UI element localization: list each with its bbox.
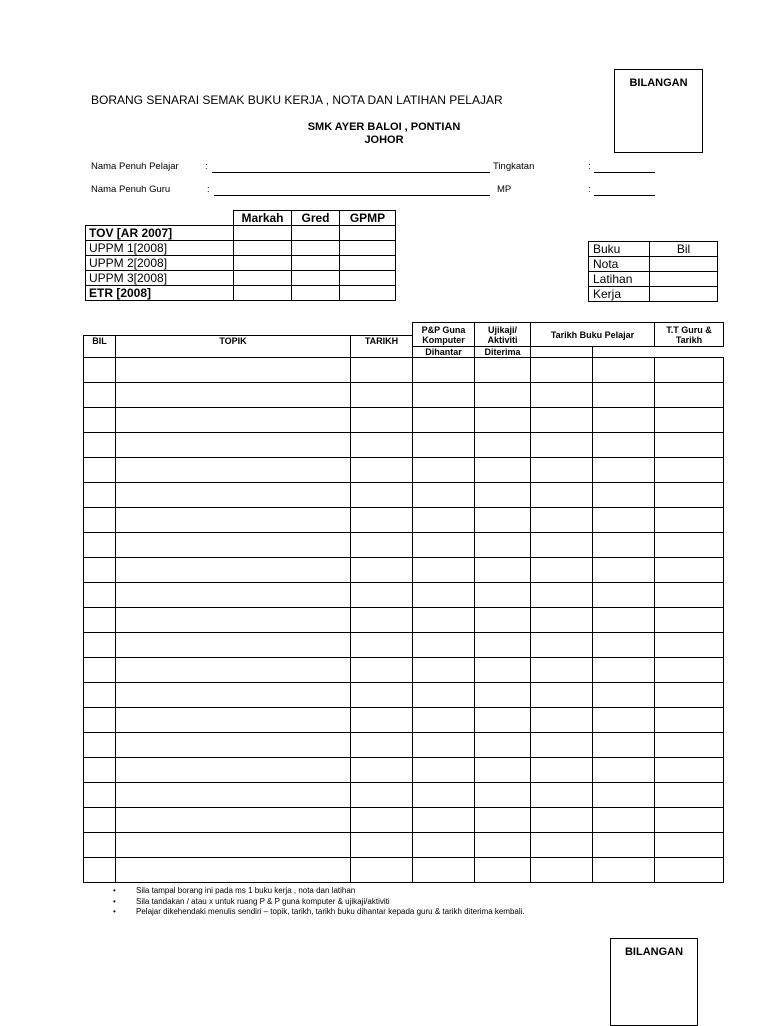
score-cell[interactable]: [340, 286, 396, 301]
pp-komputer-cell[interactable]: [413, 533, 475, 558]
ujikaji-cell[interactable]: [475, 458, 531, 483]
topik-cell[interactable]: [116, 733, 351, 758]
dihantar-cell[interactable]: [531, 433, 593, 458]
score-cell[interactable]: [292, 256, 340, 271]
bil-count-label: Nota: [589, 257, 650, 272]
ujikaji-cell[interactable]: [475, 808, 531, 833]
tt-guru-cell[interactable]: [655, 558, 724, 583]
student-name-colon: :: [205, 161, 208, 172]
bil-cell[interactable]: [84, 633, 116, 658]
pp-komputer-cell[interactable]: [413, 433, 475, 458]
dihantar-cell[interactable]: [531, 783, 593, 808]
table-row: [84, 808, 724, 833]
table-row: [84, 358, 724, 383]
ujikaji-cell[interactable]: [475, 558, 531, 583]
header-diterima: Diterima: [475, 347, 531, 358]
score-row-label: TOV [AR 2007]: [86, 226, 234, 241]
topik-cell[interactable]: [116, 658, 351, 683]
ujikaji-cell[interactable]: [475, 733, 531, 758]
tt-guru-cell[interactable]: [655, 733, 724, 758]
note-item: • Pelajar dikehendaki menulis sendiri – topik, tarikh, tarikh buku dihantar kepada guru & tarikh diterima kembali.: [113, 907, 525, 916]
bil-count-cell[interactable]: [650, 287, 718, 302]
diterima-cell[interactable]: [593, 483, 655, 508]
ujikaji-cell[interactable]: [475, 833, 531, 858]
table-row: [84, 458, 724, 483]
score-row: [86, 286, 396, 301]
ujikaji-cell[interactable]: [475, 858, 531, 883]
header-topik: TOPIK: [116, 336, 351, 358]
tarikh-cell[interactable]: [351, 383, 413, 408]
topik-cell[interactable]: [116, 433, 351, 458]
school-name: [284, 121, 484, 147]
pp-komputer-cell[interactable]: [413, 633, 475, 658]
ujikaji-cell[interactable]: [475, 433, 531, 458]
ujikaji-cell[interactable]: [475, 758, 531, 783]
bullet-icon: •: [113, 907, 116, 916]
topik-cell[interactable]: [116, 558, 351, 583]
table-row: [84, 858, 724, 883]
header-dihantar: Dihantar: [413, 347, 475, 358]
score-cell[interactable]: [234, 256, 292, 271]
table-row: [84, 783, 724, 808]
dihantar-cell[interactable]: [531, 733, 593, 758]
bil-count-label: Buku: [589, 242, 650, 257]
tarikh-cell[interactable]: [351, 608, 413, 633]
ujikaji-cell[interactable]: [475, 783, 531, 808]
dihantar-cell[interactable]: [531, 508, 593, 533]
table-row: [84, 608, 724, 633]
bil-count-row: [589, 272, 718, 287]
diterima-cell[interactable]: [593, 833, 655, 858]
tarikh-cell[interactable]: [351, 758, 413, 783]
topik-cell[interactable]: [116, 708, 351, 733]
tt-guru-cell[interactable]: [655, 658, 724, 683]
tarikh-cell[interactable]: [351, 433, 413, 458]
score-row-label: UPPM 3[2008]: [86, 271, 234, 286]
tt-guru-cell[interactable]: [655, 533, 724, 558]
tarikh-cell[interactable]: [351, 858, 413, 883]
bil-count-label: Kerja: [589, 287, 650, 302]
pp-komputer-cell[interactable]: [413, 658, 475, 683]
dihantar-cell[interactable]: [531, 758, 593, 783]
tt-guru-cell[interactable]: [655, 808, 724, 833]
header-tt-guru-tarikh: T.T Guru & Tarikh: [655, 323, 724, 347]
bil-cell[interactable]: [84, 683, 116, 708]
tingkatan-label: Tingkatan: [493, 161, 535, 172]
dihantar-cell[interactable]: [531, 708, 593, 733]
bil-cell[interactable]: [84, 733, 116, 758]
table-row: [84, 658, 724, 683]
tt-guru-cell[interactable]: [655, 408, 724, 433]
score-cell[interactable]: [292, 271, 340, 286]
diterima-cell[interactable]: [593, 783, 655, 808]
mp-field[interactable]: [594, 195, 655, 196]
dihantar-cell[interactable]: [531, 483, 593, 508]
bil-cell[interactable]: [84, 558, 116, 583]
school-line-1: SMK AYER BALOI , PONTIAN: [307, 121, 461, 133]
header-tarikh-buku-pelajar: Tarikh Buku Pelajar: [531, 323, 655, 347]
ujikaji-cell[interactable]: [475, 408, 531, 433]
tt-guru-cell[interactable]: [655, 683, 724, 708]
tt-guru-cell[interactable]: [655, 358, 724, 383]
bil-cell[interactable]: [84, 708, 116, 733]
instruction-notes: [113, 886, 525, 918]
bil-count-label: Latihan: [589, 272, 650, 287]
ujikaji-cell[interactable]: [475, 608, 531, 633]
table-row: [84, 483, 724, 508]
dihantar-cell[interactable]: [531, 858, 593, 883]
score-cell[interactable]: [292, 286, 340, 301]
bil-cell[interactable]: [84, 433, 116, 458]
dihantar-cell[interactable]: [531, 833, 593, 858]
student-name-field[interactable]: [212, 172, 490, 173]
pp-komputer-cell[interactable]: [413, 383, 475, 408]
header-pp-guna-komputer: P&P Guna Komputer: [413, 323, 475, 347]
score-cell[interactable]: [340, 271, 396, 286]
bil-cell[interactable]: [84, 358, 116, 383]
tt-guru-cell[interactable]: [655, 858, 724, 883]
diterima-cell[interactable]: [593, 383, 655, 408]
tt-guru-cell[interactable]: [655, 483, 724, 508]
header-bil: BIL: [84, 336, 116, 358]
topik-cell[interactable]: [116, 608, 351, 633]
tarikh-cell[interactable]: [351, 508, 413, 533]
topik-cell[interactable]: [116, 633, 351, 658]
teacher-name-colon: :: [207, 184, 210, 195]
pp-komputer-cell[interactable]: [413, 833, 475, 858]
pp-komputer-cell[interactable]: [413, 358, 475, 383]
note-item: • Sila tampal borang ini pada ms 1 buku kerja , nota dan latihan: [113, 886, 356, 895]
diterima-cell[interactable]: [593, 408, 655, 433]
table-row: [84, 708, 724, 733]
mp-colon: :: [588, 184, 591, 195]
score-cell[interactable]: [234, 241, 292, 256]
score-row: [86, 241, 396, 256]
table-row: [84, 633, 724, 658]
topik-cell[interactable]: [116, 833, 351, 858]
bil-cell[interactable]: [84, 583, 116, 608]
topik-cell[interactable]: [116, 383, 351, 408]
ujikaji-cell[interactable]: [475, 533, 531, 558]
diterima-cell[interactable]: [593, 533, 655, 558]
bilangan-box-bottom: [610, 938, 698, 1026]
table-row: [84, 733, 724, 758]
tarikh-cell[interactable]: [351, 558, 413, 583]
pp-komputer-cell[interactable]: [413, 558, 475, 583]
tarikh-cell[interactable]: [351, 358, 413, 383]
table-row: [84, 683, 724, 708]
dihantar-cell[interactable]: [531, 458, 593, 483]
table-row: [84, 558, 724, 583]
topik-cell[interactable]: [116, 583, 351, 608]
pp-komputer-cell[interactable]: [413, 858, 475, 883]
topik-cell[interactable]: [116, 683, 351, 708]
bil-cell[interactable]: [84, 408, 116, 433]
tarikh-cell[interactable]: [351, 833, 413, 858]
score-cell[interactable]: [292, 241, 340, 256]
ujikaji-cell[interactable]: [475, 483, 531, 508]
bil-cell[interactable]: [84, 658, 116, 683]
tt-guru-cell[interactable]: [655, 583, 724, 608]
pp-komputer-cell[interactable]: [413, 708, 475, 733]
tarikh-cell[interactable]: [351, 658, 413, 683]
diterima-cell[interactable]: [593, 508, 655, 533]
header-ujikaji-aktiviti: Ujikaji/ Aktiviti: [475, 323, 531, 347]
topik-cell[interactable]: [116, 808, 351, 833]
bil-count-cell[interactable]: [650, 272, 718, 287]
score-table: [85, 210, 396, 301]
dihantar-cell[interactable]: [531, 683, 593, 708]
bil-cell[interactable]: [84, 383, 116, 408]
dihantar-cell[interactable]: [531, 658, 593, 683]
bilangan-box-top: [614, 69, 703, 153]
bullet-icon: •: [113, 886, 116, 895]
ujikaji-cell[interactable]: [475, 658, 531, 683]
pp-komputer-cell[interactable]: [413, 683, 475, 708]
pp-komputer-cell[interactable]: [413, 458, 475, 483]
diterima-cell[interactable]: [593, 558, 655, 583]
dihantar-cell[interactable]: [531, 533, 593, 558]
bil-count-row: [589, 287, 718, 302]
bil-count-row: [589, 257, 718, 272]
bil-count-header: Bil: [650, 242, 718, 257]
topic-checklist-table: [83, 322, 724, 883]
header-row-upper: [84, 323, 724, 336]
diterima-cell[interactable]: [593, 733, 655, 758]
tarikh-cell[interactable]: [351, 708, 413, 733]
note-item: • Sila tandakan / atau x untuk ruang P & P guna komputer & ujikaji/aktiviti: [113, 896, 390, 906]
score-row-label: ETR [2008]: [86, 286, 234, 301]
pp-komputer-cell[interactable]: [413, 733, 475, 758]
score-header-gpmp: GPMP: [340, 211, 396, 226]
table-row: [84, 508, 724, 533]
diterima-cell[interactable]: [593, 808, 655, 833]
score-header-markah: Markah: [234, 211, 292, 226]
topik-cell[interactable]: [116, 758, 351, 783]
score-header-row: [86, 211, 396, 226]
school-line-2: JOHOR: [364, 134, 404, 146]
topik-cell[interactable]: [116, 483, 351, 508]
score-cell[interactable]: [340, 256, 396, 271]
bil-cell[interactable]: [84, 808, 116, 833]
score-cell[interactable]: [340, 226, 396, 241]
bil-cell[interactable]: [84, 858, 116, 883]
tt-guru-cell[interactable]: [655, 708, 724, 733]
pp-komputer-cell[interactable]: [413, 408, 475, 433]
score-cell[interactable]: [234, 286, 292, 301]
dihantar-cell[interactable]: [531, 608, 593, 633]
table-row: [84, 383, 724, 408]
score-row-label: UPPM 1[2008]: [86, 241, 234, 256]
diterima-cell[interactable]: [593, 583, 655, 608]
topik-cell[interactable]: [116, 783, 351, 808]
diterima-cell[interactable]: [593, 358, 655, 383]
dihantar-cell[interactable]: [531, 408, 593, 433]
bilangan-label-top: BILANGAN: [629, 77, 688, 89]
tarikh-cell[interactable]: [351, 808, 413, 833]
teacher-name-field[interactable]: [214, 195, 490, 196]
tarikh-cell[interactable]: [351, 483, 413, 508]
diterima-cell[interactable]: [593, 658, 655, 683]
dihantar-cell[interactable]: [531, 558, 593, 583]
tt-guru-cell[interactable]: [655, 783, 724, 808]
diterima-cell[interactable]: [593, 608, 655, 633]
tarikh-cell[interactable]: [351, 408, 413, 433]
diterima-cell[interactable]: [593, 433, 655, 458]
tt-guru-cell[interactable]: [655, 433, 724, 458]
table-row: [84, 758, 724, 783]
score-row: [86, 271, 396, 286]
score-cell[interactable]: [234, 271, 292, 286]
bil-count-row: [589, 242, 718, 257]
tt-guru-cell[interactable]: [655, 833, 724, 858]
ujikaji-cell[interactable]: [475, 633, 531, 658]
topik-cell[interactable]: [116, 858, 351, 883]
bil-cell[interactable]: [84, 758, 116, 783]
topik-cell[interactable]: [116, 533, 351, 558]
tarikh-cell[interactable]: [351, 583, 413, 608]
topik-cell[interactable]: [116, 508, 351, 533]
pp-komputer-cell[interactable]: [413, 483, 475, 508]
tt-guru-cell[interactable]: [655, 458, 724, 483]
ujikaji-cell[interactable]: [475, 508, 531, 533]
diterima-cell[interactable]: [593, 708, 655, 733]
bil-cell[interactable]: [84, 608, 116, 633]
tt-guru-cell[interactable]: [655, 608, 724, 633]
dihantar-cell[interactable]: [531, 633, 593, 658]
tt-guru-cell[interactable]: [655, 633, 724, 658]
dihantar-cell[interactable]: [531, 583, 593, 608]
bilangan-label-bottom: BILANGAN: [624, 946, 684, 958]
tarikh-cell[interactable]: [351, 458, 413, 483]
dihantar-cell[interactable]: [531, 808, 593, 833]
pp-komputer-cell[interactable]: [413, 808, 475, 833]
ujikaji-cell[interactable]: [475, 383, 531, 408]
table-row: [84, 533, 724, 558]
ujikaji-cell[interactable]: [475, 583, 531, 608]
tt-guru-cell[interactable]: [655, 383, 724, 408]
score-cell[interactable]: [340, 241, 396, 256]
bullet-icon: •: [113, 896, 116, 906]
bil-cell[interactable]: [84, 508, 116, 533]
topik-cell[interactable]: [116, 408, 351, 433]
pp-komputer-cell[interactable]: [413, 583, 475, 608]
score-row: [86, 226, 396, 241]
pp-komputer-cell[interactable]: [413, 608, 475, 633]
pp-komputer-cell[interactable]: [413, 758, 475, 783]
bil-cell[interactable]: [84, 483, 116, 508]
bil-cell[interactable]: [84, 783, 116, 808]
dihantar-cell[interactable]: [531, 383, 593, 408]
ujikaji-cell[interactable]: [475, 683, 531, 708]
diterima-cell[interactable]: [593, 458, 655, 483]
ujikaji-cell[interactable]: [475, 708, 531, 733]
score-row: [86, 256, 396, 271]
bil-count-cell[interactable]: [650, 257, 718, 272]
bil-cell[interactable]: [84, 533, 116, 558]
ujikaji-cell[interactable]: [475, 358, 531, 383]
score-cell[interactable]: [234, 226, 292, 241]
table-row: [84, 833, 724, 858]
student-name-label: Nama Penuh Pelajar: [91, 161, 179, 172]
header-tarikh: TARIKH: [351, 336, 413, 358]
topik-cell[interactable]: [116, 358, 351, 383]
tarikh-cell[interactable]: [351, 683, 413, 708]
dihantar-cell[interactable]: [531, 358, 593, 383]
tarikh-cell[interactable]: [351, 783, 413, 808]
score-row-label: UPPM 2[2008]: [86, 256, 234, 271]
form-title: BORANG SENARAI SEMAK BUKU KERJA , NOTA DAN LATIHAN PELAJAR: [91, 93, 503, 107]
tt-guru-cell[interactable]: [655, 508, 724, 533]
tarikh-cell[interactable]: [351, 533, 413, 558]
pp-komputer-cell[interactable]: [413, 783, 475, 808]
tingkatan-field[interactable]: [594, 172, 655, 173]
score-header-gred: Gred: [292, 211, 340, 226]
tarikh-cell[interactable]: [351, 633, 413, 658]
table-row: [84, 408, 724, 433]
score-cell[interactable]: [292, 226, 340, 241]
mp-label: MP: [497, 184, 512, 195]
tingkatan-colon: :: [588, 161, 591, 172]
diterima-cell[interactable]: [593, 633, 655, 658]
table-row: [84, 433, 724, 458]
diterima-cell[interactable]: [593, 683, 655, 708]
diterima-cell[interactable]: [593, 858, 655, 883]
teacher-name-label: Nama Penuh Guru: [91, 184, 171, 195]
bil-cell[interactable]: [84, 833, 116, 858]
bil-cell[interactable]: [84, 458, 116, 483]
bil-count-table: [588, 241, 718, 302]
diterima-cell[interactable]: [593, 758, 655, 783]
table-row: [84, 583, 724, 608]
tt-guru-cell[interactable]: [655, 758, 724, 783]
topik-cell[interactable]: [116, 458, 351, 483]
tarikh-cell[interactable]: [351, 733, 413, 758]
pp-komputer-cell[interactable]: [413, 508, 475, 533]
